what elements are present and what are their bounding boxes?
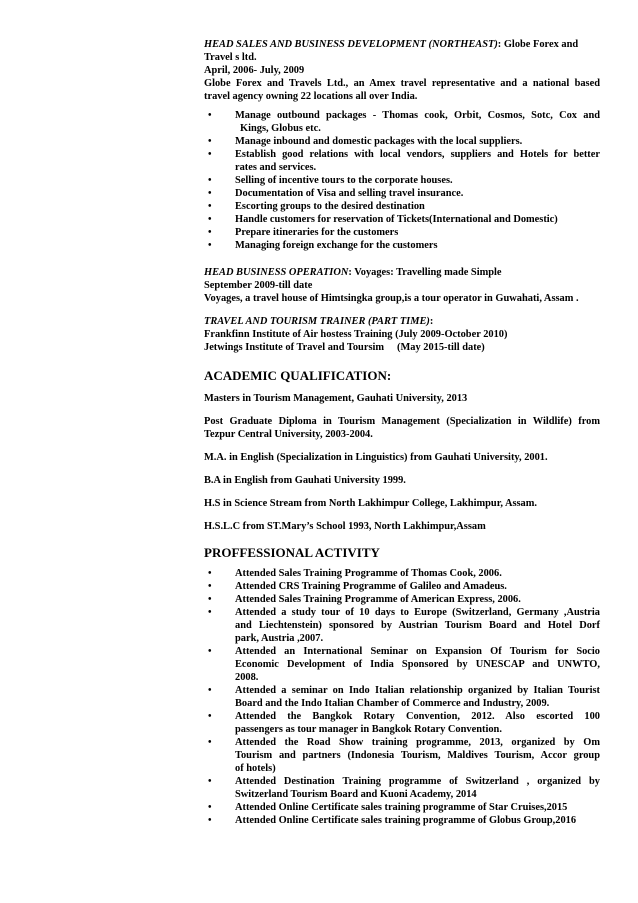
- academic-item: [204, 474, 600, 487]
- job-title-line: [204, 38, 600, 51]
- activity-item: [235, 580, 600, 593]
- duty-item-text: • Manage outbound packages - Thomas cook, Orbit, Cosmos, Sotc, Cox and: [235, 110, 600, 121]
- job-period: September 2009-till date: [204, 280, 313, 291]
- activity-item: [235, 645, 600, 684]
- activity-item-text: Tourism and partners (Indonesia Tourism, Maldives Tourism, Accor group: [235, 750, 600, 761]
- activity-item-text: passengers as tour manager in Bangkok Rotary Convention.: [235, 724, 502, 735]
- duty-item-text: • Manage inbound and domestic packages with the local suppliers.: [235, 136, 523, 147]
- activity-item: [235, 567, 600, 580]
- academic-item: [204, 392, 600, 405]
- activity-item: [235, 775, 600, 801]
- activity-item: [235, 606, 600, 645]
- duty-item-text: • Documentation of Visa and selling travel insurance.: [235, 188, 464, 199]
- academic-list: [204, 392, 600, 533]
- job-title: TRAVEL AND TOURISM TRAINER (PART TIME): [204, 316, 430, 327]
- job-globe-forex: [204, 38, 600, 252]
- duty-item-text: rates and services.: [235, 162, 317, 173]
- job-company: : Globe Forex and: [497, 39, 579, 50]
- activity-item-text: of hotels): [235, 763, 276, 774]
- duty-item: [235, 226, 600, 239]
- job-title: HEAD BUSINESS OPERATION: [204, 267, 349, 278]
- activity-item-text: Economic Development of India Sponsored by UNESCAP and UNWTO,: [235, 659, 600, 670]
- activity-item: [235, 736, 600, 775]
- job-trainer: [204, 315, 600, 354]
- job-voyages: [204, 266, 600, 305]
- activity-item: [235, 814, 600, 827]
- academic-item: [204, 497, 600, 510]
- job-period: April, 2006- July, 2009: [204, 65, 305, 76]
- job-title-line: [204, 315, 600, 328]
- activity-item-text: • Attended a study tour of 10 days to Europe (Switzerland, Germany ,Austria: [235, 607, 600, 618]
- professional-activity-list: [204, 567, 600, 827]
- duty-item: [235, 200, 600, 213]
- duty-item-text: • Escorting groups to the desired destination: [235, 201, 425, 212]
- activity-item: [235, 593, 600, 606]
- resume-page: [204, 38, 600, 827]
- duty-item: [235, 174, 600, 187]
- academic-item-text: H.S.L.C from ST.Mary’s School 1993, North Lakhimpur,Assam: [204, 521, 486, 532]
- duty-item-text: • Managing foreign exchange for the customers: [235, 240, 438, 251]
- academic-item-text: Post Graduate Diploma in Tourism Management (Specialization in Wildlife) from: [204, 416, 600, 427]
- duty-item: [235, 109, 600, 135]
- activity-item-text: • Attended Sales Training Programme of American Express, 2006.: [235, 594, 521, 605]
- activity-item-text: • Attended CRS Training Programme of Galileo and Amadeus.: [235, 581, 507, 592]
- academic-item: [204, 451, 600, 464]
- activity-item-text: • Attended an International Seminar on Expansion Of Tourism for Socio: [235, 646, 600, 657]
- activity-item-text: • Attended the Road Show training programme, 2013, organized by Om: [235, 737, 600, 748]
- activity-item-text: • Attended Online Certificate sales training programme of Star Cruises,2015: [235, 802, 568, 813]
- job-title: HEAD SALES AND BUSINESS DEVELOPMENT (NORTHEAST): [204, 39, 498, 50]
- activity-item-text: 2008.: [235, 672, 259, 683]
- activity-item-text: • Attended the Bangkok Rotary Convention, 2012. Also escorted 100: [235, 711, 600, 722]
- job-duties-list: [204, 109, 600, 252]
- job-title-suffix: :: [429, 316, 434, 327]
- job-company: : Voyages: Travelling made Simple: [348, 267, 502, 278]
- job-description-cont: travel agency owning 22 locations all over India.: [204, 91, 418, 102]
- duty-item: [235, 213, 600, 226]
- academic-item-text: Masters in Tourism Management, Gauhati University, 2013: [204, 393, 468, 404]
- duty-item: [235, 148, 600, 174]
- activity-item: [235, 710, 600, 736]
- activity-item-text: Board and the Indo Italian Chamber of Commerce and Industry, 2009.: [235, 698, 550, 709]
- job-company-line2: Travel s ltd.: [204, 52, 257, 63]
- duty-item: [235, 239, 600, 252]
- duty-item: [235, 135, 600, 148]
- trainer-line-jetwings: Jetwings Institute of Travel and Toursim (May 2015-till date): [204, 342, 485, 353]
- activity-item: [235, 684, 600, 710]
- activity-item-text: Switzerland Tourism Board and Kuoni Academy, 2014: [235, 789, 477, 800]
- job-description: Globe Forex and Travels Ltd., an Amex travel representative and a national based: [204, 78, 600, 89]
- activity-item-text: • Attended Destination Training programme of Switzerland , organized by: [235, 776, 600, 787]
- professional-heading: PROFFESSIONAL ACTIVITY: [204, 545, 380, 560]
- duty-item-text: • Handle customers for reservation of Tickets(International and Domestic): [235, 214, 558, 225]
- duty-item: [235, 187, 600, 200]
- academic-item: [204, 520, 600, 533]
- activity-item: [235, 801, 600, 814]
- duty-item-text: Kings, Globus etc.: [240, 123, 321, 134]
- academic-item-text: Tezpur Central University, 2003-2004.: [204, 429, 373, 440]
- duty-item-text: • Establish good relations with local vendors, suppliers and Hotels for better: [235, 149, 600, 160]
- activity-item-text: • Attended Online Certificate sales training programme of Globus Group,2016: [235, 815, 577, 826]
- academic-item: [204, 415, 600, 441]
- academic-item-text: H.S in Science Stream from North Lakhimpur College, Lakhimpur, Assam.: [204, 498, 538, 509]
- activity-item-text: • Attended Sales Training Programme of Thomas Cook, 2006.: [235, 568, 502, 579]
- academic-item-text: B.A in English from Gauhati University 1999.: [204, 475, 406, 486]
- academic-item-text: M.A. in English (Specialization in Linguistics) from Gauhati University, 2001.: [204, 452, 548, 463]
- activity-item-text: park, Austria ,2007.: [235, 633, 324, 644]
- duty-item-text: • Selling of incentive tours to the corporate houses.: [235, 175, 453, 186]
- duty-item-text: • Prepare itineraries for the customers: [235, 227, 399, 238]
- job-description: Voyages, a travel house of Himtsingka group,is a tour operator in Guwahati, Assam .: [204, 293, 579, 304]
- trainer-line-frankfinn: Frankfinn Institute of Air hostess Training (July 2009-October 2010): [204, 329, 508, 340]
- activity-item-text: • Attended a seminar on Indo Italian relationship organized by Italian Tourist: [235, 685, 600, 696]
- academic-heading: ACADEMIC QUALIFICATION:: [204, 368, 392, 383]
- activity-item-text: and Liechtenstein) sponsored by Austrian Tourism Board and Hotel Dorf: [235, 620, 600, 631]
- job-title-line: [204, 266, 600, 279]
